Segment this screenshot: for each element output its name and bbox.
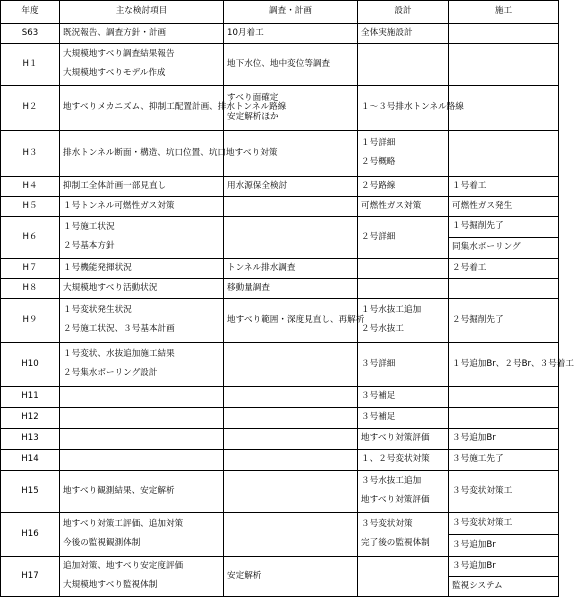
construction-cell: ３号施工先了 (449, 450, 559, 471)
construction-cell: 同集水ボーリング (449, 238, 559, 259)
review-cell (60, 513, 224, 557)
design-cell (358, 471, 449, 513)
review-cell: 地すべり観測結果、安定解析 (60, 471, 224, 513)
survey-line: すべり面確定 (227, 92, 279, 103)
review-cell (60, 450, 224, 471)
construction-cell (449, 387, 559, 408)
year-cell: H７ (1, 259, 60, 279)
design-line: １号詳細 (361, 138, 396, 149)
design-cell: 全体実施設計 (358, 24, 449, 44)
year-cell: H３ (1, 131, 60, 177)
construction-cell (449, 279, 559, 299)
survey-cell: 安定解析 (224, 557, 358, 597)
design-cell: ３号補足 (358, 387, 449, 408)
design-line: ３号水抜工追加 (361, 476, 422, 487)
survey-cell: 地下水位、地中変位等調査 (224, 44, 358, 86)
table-row (1, 513, 559, 535)
table-row (1, 471, 559, 513)
header-review: 主な検討項目 (60, 1, 224, 24)
review-cell: １号機能発揮状況 (60, 259, 224, 279)
construction-cell: ３号変状対策工 (449, 513, 559, 535)
construction-cell: ２号着工 (449, 259, 559, 279)
year-cell: H６ (1, 217, 60, 259)
design-cell (358, 299, 449, 343)
construction-cell (449, 86, 559, 131)
review-cell (60, 387, 224, 408)
construction-cell: ３号追加Br (449, 429, 559, 450)
review-line: 今後の監視観測体制 (63, 538, 141, 548)
survey-cell (224, 343, 358, 387)
construction-cell: １号着工 (449, 177, 559, 197)
construction-cell: ３号追加Br (449, 535, 559, 557)
survey-cell: 10月着工 (224, 24, 358, 44)
year-cell: H17 (1, 557, 60, 597)
construction-cell: ２号掘削先了 (449, 299, 559, 343)
construction-cell: 可燃性ガス発生 (449, 197, 559, 217)
survey-cell (224, 471, 358, 513)
year-cell: H４ (1, 177, 60, 197)
construction-cell: 監視システム (449, 577, 559, 597)
review-line: １号施工状況 (63, 222, 115, 233)
review-line: 大規模地すべりモデル作成 (63, 68, 166, 78)
review-cell: 地すべりメカニズム、抑制工配置計画、排水トンネル路線 (60, 86, 224, 131)
design-line: 完了後の監視体制 (361, 538, 430, 548)
survey-cell (224, 197, 358, 217)
design-cell (358, 557, 449, 597)
table-row (1, 177, 559, 197)
year-cell: H15 (1, 471, 60, 513)
table-row (1, 44, 559, 86)
year-cell: H10 (1, 343, 60, 387)
table-row (1, 408, 559, 429)
design-cell: ３号補足 (358, 408, 449, 429)
survey-cell: 地すべり範囲・深度見直し、再解析 (224, 299, 358, 343)
construction-cell: １号追加Br、２号Br、３号着工 (449, 343, 559, 387)
review-cell: 大規模地すべり活動状況 (60, 279, 224, 299)
design-line: １号水抜工追加 (361, 305, 422, 316)
design-cell (358, 513, 449, 557)
survey-cell (224, 387, 358, 408)
review-line: 大規模地すべり監視体制 (63, 580, 158, 590)
design-cell (358, 44, 449, 86)
year-cell: H２ (1, 86, 60, 131)
survey-cell: トンネル排水調査 (224, 259, 358, 279)
construction-cell: ３号変状対策工 (449, 471, 559, 513)
design-cell: ２号詳細 (358, 217, 449, 259)
design-cell (358, 259, 449, 279)
review-cell: 排水トンネル断面・構造、坑口位置、坑口地すべり対策 (60, 131, 224, 177)
table-row (1, 279, 559, 299)
design-cell (358, 279, 449, 299)
year-cell: H１ (1, 44, 60, 86)
survey-cell (224, 513, 358, 557)
review-cell (60, 44, 224, 86)
header-row (1, 1, 559, 24)
design-cell: 地すべり対策評価 (358, 429, 449, 450)
review-cell: 抑制工全体計画一部見直し (60, 177, 224, 197)
design-line: ２号水抜工 (361, 324, 404, 334)
review-cell: 既況報告、調査方針・計画 (60, 24, 224, 44)
construction-cell: ３号追加Br (449, 557, 559, 577)
year-cell: H12 (1, 408, 60, 429)
design-cell: ３号詳細 (358, 343, 449, 387)
table-row (1, 86, 559, 131)
construction-cell (449, 131, 559, 177)
review-line: 地すべり対策工評価、追加対策 (63, 519, 184, 530)
survey-cell: 用水源保全検討 (224, 177, 358, 197)
table-row (1, 343, 559, 387)
table-row (1, 24, 559, 44)
design-cell: １～３号排水トンネル路線 (358, 86, 449, 131)
design-line: ３号変状対策 (361, 519, 413, 530)
survey-line: 安定解析ほか (227, 111, 279, 122)
construction-cell (449, 44, 559, 86)
review-line: 追加対策、地すべり安定度評価 (63, 561, 184, 572)
table-row (1, 131, 559, 177)
survey-cell (224, 429, 358, 450)
year-cell: H13 (1, 429, 60, 450)
review-cell: １号トンネル可燃性ガス対策 (60, 197, 224, 217)
design-cell: １、２号変状対策 (358, 450, 449, 471)
year-cell: H16 (1, 513, 60, 557)
table-row (1, 387, 559, 408)
construction-cell (449, 408, 559, 429)
review-cell (60, 217, 224, 259)
year-cell: S63 (1, 24, 60, 44)
survey-cell (224, 217, 358, 259)
review-line: １号変状発生状況 (63, 305, 132, 316)
review-line: ２号施工状況、３号基本計画 (63, 324, 175, 334)
review-line: ２号集水ボーリング設計 (63, 368, 158, 378)
design-line: 地すべり対策評価 (361, 495, 430, 505)
year-cell: H５ (1, 197, 60, 217)
design-line: ２号概略 (361, 157, 396, 167)
year-cell: H９ (1, 299, 60, 343)
survey-cell (224, 450, 358, 471)
review-cell (60, 557, 224, 597)
survey-cell (224, 408, 358, 429)
review-cell (60, 299, 224, 343)
review-line: 大規模地すべり調査結果報告 (63, 49, 175, 60)
table-row (1, 450, 559, 471)
construction-cell: １号掘削先了 (449, 217, 559, 238)
survey-cell: 移動量調査 (224, 279, 358, 299)
review-cell (60, 343, 224, 387)
header-design: 設計 (358, 1, 449, 24)
review-line: １号変状、水抜追加施工結果 (63, 349, 175, 360)
construction-cell (449, 24, 559, 44)
year-cell: H８ (1, 279, 60, 299)
table-row (1, 429, 559, 450)
table-row (1, 259, 559, 279)
table-row (1, 557, 559, 577)
year-cell: H14 (1, 450, 60, 471)
table-row (1, 197, 559, 217)
header-construction: 施工 (449, 1, 559, 24)
review-cell (60, 429, 224, 450)
design-cell: 可燃性ガス対策 (358, 197, 449, 217)
header-survey: 調査・計画 (224, 1, 358, 24)
design-cell (358, 131, 449, 177)
review-line: ２号基本方針 (63, 241, 115, 251)
table-row (1, 299, 559, 343)
year-cell: H11 (1, 387, 60, 408)
header-year: 年度 (1, 1, 60, 24)
table-row (1, 217, 559, 238)
design-cell: ２号路線 (358, 177, 449, 197)
review-cell (60, 408, 224, 429)
